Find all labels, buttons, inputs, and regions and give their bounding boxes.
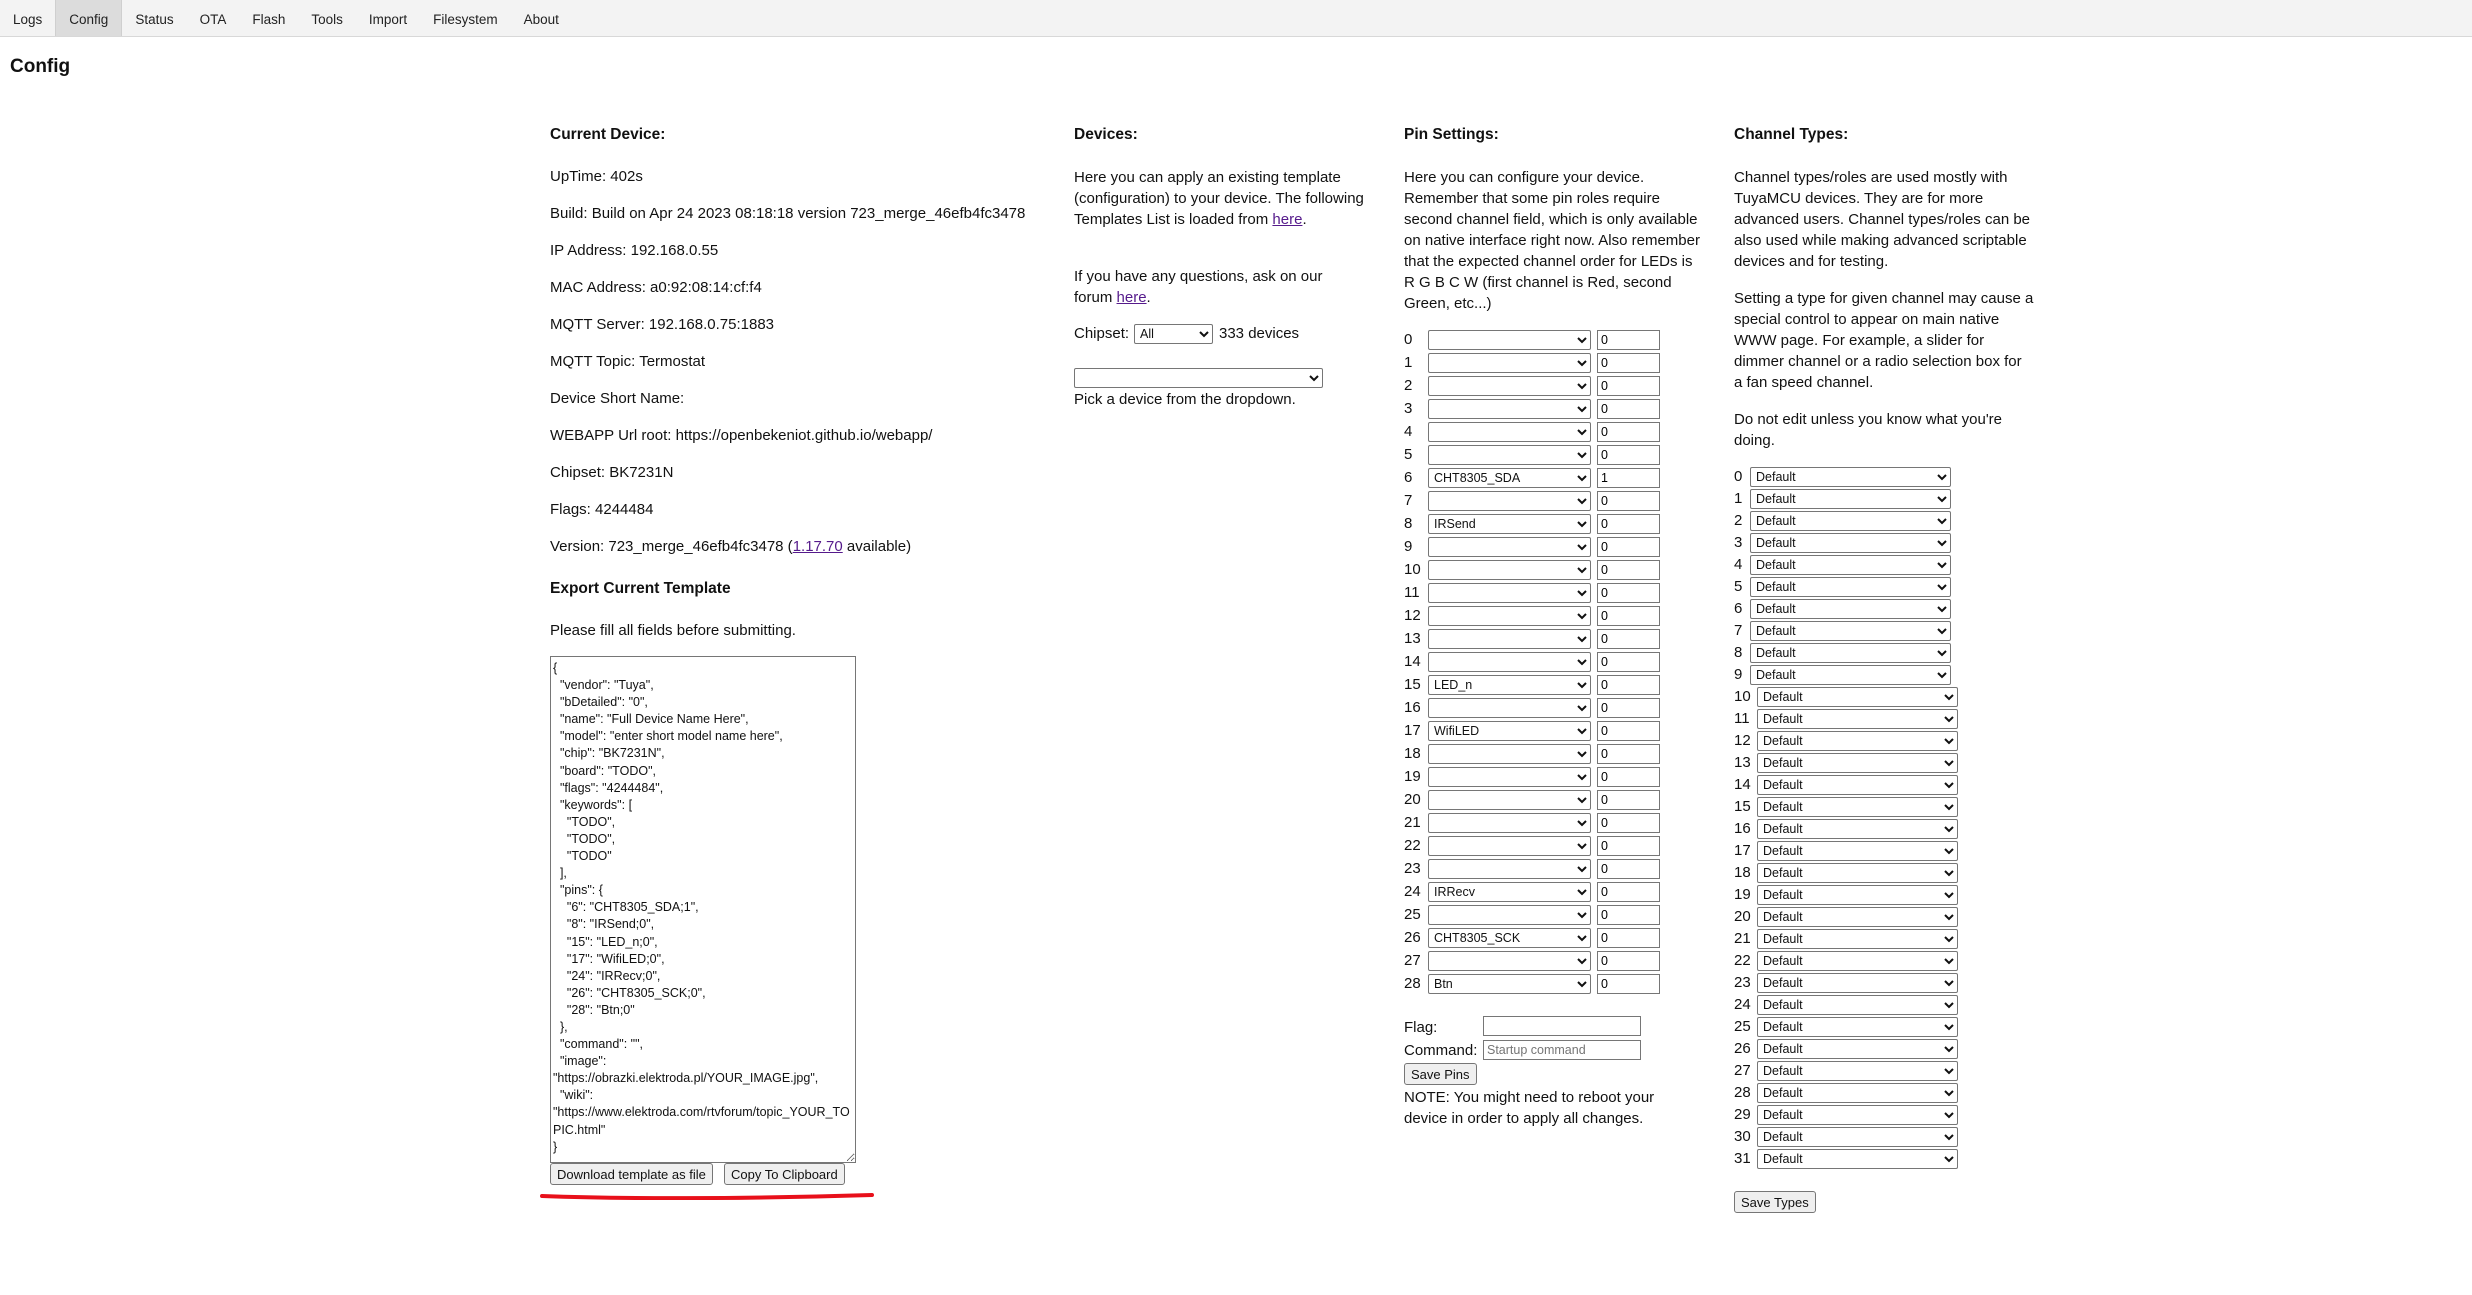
devices-heading: Devices: <box>1074 126 1138 143</box>
save-pins-button[interactable]: Save Pins <box>1404 1063 1477 1085</box>
pin-channel-input[interactable] <box>1597 767 1660 787</box>
pin-number-label: 3 <box>1404 400 1413 417</box>
version-suffix: available) <box>842 538 912 555</box>
pin-channel-input[interactable] <box>1597 445 1660 465</box>
ip-address-text: IP Address: 192.168.0.55 <box>550 242 719 259</box>
uptime-text: UpTime: 402s <box>550 168 643 185</box>
pin-role-select[interactable] <box>1428 744 1591 764</box>
pin-settings-heading: Pin Settings: <box>1404 126 1499 143</box>
channel-number-label: 28 <box>1734 1084 1751 1101</box>
pin-channel-input[interactable] <box>1597 951 1660 971</box>
questions-end: . <box>1146 289 1151 306</box>
channel-type-select[interactable] <box>1750 643 1951 663</box>
channel-type-select[interactable] <box>1750 555 1951 575</box>
channel-number-label: 9 <box>1734 666 1743 683</box>
pin-role-select[interactable] <box>1428 399 1591 419</box>
tab-filesystem[interactable]: Filesystem <box>433 12 498 27</box>
pin-number-label: 6 <box>1404 469 1413 486</box>
startup-command-input[interactable] <box>1483 1040 1641 1060</box>
pin-role-select[interactable] <box>1428 537 1591 557</box>
channel-type-select[interactable] <box>1750 533 1951 553</box>
channel-number-label: 13 <box>1734 754 1751 771</box>
channel-number-label: 16 <box>1734 820 1751 837</box>
channel-types-intro-1: Channel types/roles are used mostly with TuyaMCU devices. They are for more advanced users. Channel types/roles can be also used while making advanced scriptable devices and for testing. <box>1734 169 2031 270</box>
device-template-select[interactable] <box>1074 368 1323 388</box>
channel-type-select[interactable] <box>1757 1061 1958 1081</box>
pin-role-select[interactable] <box>1428 468 1591 488</box>
channel-type-select[interactable] <box>1757 775 1958 795</box>
tab-flash[interactable]: Flash <box>252 12 286 27</box>
channel-type-select[interactable] <box>1757 995 1958 1015</box>
copy-to-clipboard-button[interactable]: Copy To Clipboard <box>724 1163 845 1185</box>
pin-channel-input[interactable] <box>1597 353 1660 373</box>
webapp-url-text: WEBAPP Url root: https://openbekeniot.github.io/webapp/ <box>550 427 933 444</box>
channel-number-label: 11 <box>1734 710 1750 727</box>
channel-number-label: 19 <box>1734 886 1751 903</box>
chipset-filter-label: Chipset: <box>1074 325 1130 342</box>
pin-channel-input[interactable] <box>1597 882 1660 902</box>
pin-number-label: 13 <box>1404 630 1421 647</box>
pin-channel-input[interactable] <box>1597 468 1660 488</box>
channel-type-select[interactable] <box>1757 1105 1958 1125</box>
channel-type-select[interactable] <box>1757 1083 1958 1103</box>
download-template-button[interactable]: Download template as file <box>550 1163 713 1185</box>
pin-channel-input[interactable] <box>1597 928 1660 948</box>
pin-number-label: 19 <box>1404 768 1421 785</box>
pin-role-select[interactable] <box>1428 951 1591 971</box>
channel-number-label: 0 <box>1734 468 1743 485</box>
channel-number-label: 29 <box>1734 1106 1751 1123</box>
channel-number-label: 23 <box>1734 974 1751 991</box>
pin-role-select[interactable] <box>1428 583 1591 603</box>
pin-role-select[interactable] <box>1428 491 1591 511</box>
pick-device-hint: Pick a device from the dropdown. <box>1074 391 1296 408</box>
pin-channel-input[interactable] <box>1597 606 1660 626</box>
channel-type-select[interactable] <box>1757 1039 1958 1059</box>
pin-role-select[interactable] <box>1428 606 1591 626</box>
pin-role-select[interactable] <box>1428 767 1591 787</box>
pin-number-label: 25 <box>1404 906 1421 923</box>
pin-channel-input[interactable] <box>1597 399 1660 419</box>
pin-number-label: 18 <box>1404 745 1421 762</box>
channel-number-label: 5 <box>1734 578 1743 595</box>
pin-channel-input[interactable] <box>1597 859 1660 879</box>
channel-number-label: 20 <box>1734 908 1751 925</box>
channel-number-label: 7 <box>1734 622 1743 639</box>
pin-role-select[interactable] <box>1428 698 1591 718</box>
channel-number-label: 31 <box>1734 1150 1751 1167</box>
channel-type-select[interactable] <box>1750 577 1951 597</box>
channel-number-label: 22 <box>1734 952 1751 969</box>
channel-number-label: 2 <box>1734 512 1743 529</box>
pin-role-select[interactable] <box>1428 721 1591 741</box>
pin-channel-input[interactable] <box>1597 675 1660 695</box>
mac-address-text: MAC Address: a0:92:08:14:cf:f4 <box>550 279 762 296</box>
pin-role-select[interactable] <box>1428 905 1591 925</box>
pin-role-select[interactable] <box>1428 790 1591 810</box>
channel-types-intro-3: Do not edit unless you know what you're doing. <box>1734 411 2003 449</box>
pin-role-select[interactable] <box>1428 422 1591 442</box>
tab-import[interactable]: Import <box>368 12 408 27</box>
channel-number-label: 8 <box>1734 644 1743 661</box>
pin-number-label: 2 <box>1404 377 1413 394</box>
pin-role-select[interactable] <box>1428 859 1591 879</box>
pin-channel-input[interactable] <box>1597 491 1660 511</box>
templates-list-link[interactable]: here <box>1272 211 1303 228</box>
pin-channel-input[interactable] <box>1597 376 1660 396</box>
pin-channel-input[interactable] <box>1597 629 1660 649</box>
mqtt-topic-text: MQTT Topic: Termostat <box>550 353 706 370</box>
pin-number-label: 0 <box>1404 331 1413 348</box>
channel-number-label: 12 <box>1734 732 1751 749</box>
page-title: Config <box>10 56 71 77</box>
tab-status[interactable]: Status <box>135 12 174 27</box>
channel-type-select[interactable] <box>1757 1017 1958 1037</box>
tab-config[interactable]: Config <box>55 0 122 36</box>
pin-number-label: 12 <box>1404 607 1421 624</box>
current-device-heading: Current Device: <box>550 126 666 143</box>
pin-role-select[interactable] <box>1428 813 1591 833</box>
channel-type-select[interactable] <box>1757 731 1958 751</box>
channel-number-label: 3 <box>1734 534 1743 551</box>
pin-number-label: 7 <box>1404 492 1413 509</box>
channel-type-select[interactable] <box>1757 951 1958 971</box>
pin-channel-input[interactable] <box>1597 537 1660 557</box>
red-underline-annotation <box>540 1192 874 1200</box>
tab-tools[interactable]: Tools <box>311 12 343 27</box>
device-short-name-text: Device Short Name: <box>550 390 685 407</box>
pin-number-label: 21 <box>1404 814 1421 831</box>
pin-number-label: 16 <box>1404 699 1421 716</box>
pin-channel-input[interactable] <box>1597 652 1660 672</box>
channel-type-select[interactable] <box>1757 1149 1958 1169</box>
build-text: Build: Build on Apr 24 2023 08:18:18 version 723_merge_46efb4fc3478 <box>550 205 1026 222</box>
flag-input[interactable] <box>1483 1016 1641 1036</box>
pin-number-label: 15 <box>1404 676 1421 693</box>
top-nav <box>0 0 2472 37</box>
channel-type-select[interactable] <box>1750 511 1951 531</box>
pin-channel-input[interactable] <box>1597 514 1660 534</box>
channel-type-select[interactable] <box>1757 863 1958 883</box>
channel-type-select[interactable] <box>1757 753 1958 773</box>
channel-type-select[interactable] <box>1757 973 1958 993</box>
pin-number-label: 11 <box>1404 584 1420 601</box>
version-prefix: Version: 723_merge_46efb4fc3478 ( <box>550 538 793 555</box>
pin-settings-intro: Here you can configure your device. Remember that some pin roles require second channel field, which is only available on native interface right now. Also remember that the expected channel order for LEDs is R G B C W (first channel is Red, second Green, etc...) <box>1404 169 1700 312</box>
channel-number-label: 24 <box>1734 996 1751 1013</box>
pin-channel-input[interactable] <box>1597 905 1660 925</box>
tab-ota[interactable]: OTA <box>199 12 227 27</box>
devices-intro-text <box>1074 167 1364 230</box>
chipset-text: Chipset: BK7231N <box>550 464 674 481</box>
pin-role-select[interactable] <box>1428 330 1591 350</box>
command-label: Command: <box>1404 1042 1478 1059</box>
channel-type-select[interactable] <box>1757 885 1958 905</box>
channel-type-select[interactable] <box>1757 841 1958 861</box>
pin-role-select[interactable] <box>1428 675 1591 695</box>
channel-type-select[interactable] <box>1757 797 1958 817</box>
pin-role-select[interactable] <box>1428 353 1591 373</box>
devices-intro-end: . <box>1302 211 1307 228</box>
pin-channel-input[interactable] <box>1597 790 1660 810</box>
flag-label: Flag: <box>1404 1019 1438 1036</box>
channel-number-label: 21 <box>1734 930 1751 947</box>
pin-number-label: 17 <box>1404 722 1421 739</box>
pin-role-select[interactable] <box>1428 652 1591 672</box>
channel-number-label: 4 <box>1734 556 1743 573</box>
mqtt-server-text: MQTT Server: 192.168.0.75:1883 <box>550 316 775 333</box>
reboot-note: NOTE: You might need to reboot your device in order to apply all changes. <box>1404 1089 1655 1127</box>
channel-type-select[interactable] <box>1750 665 1951 685</box>
channel-number-label: 14 <box>1734 776 1751 793</box>
pin-role-select[interactable] <box>1428 836 1591 856</box>
pin-number-label: 9 <box>1404 538 1413 555</box>
pin-number-label: 8 <box>1404 515 1413 532</box>
pin-role-select[interactable] <box>1428 882 1591 902</box>
devices-questions-text <box>1074 266 1364 308</box>
pin-number-label: 1 <box>1404 354 1413 371</box>
channel-type-select[interactable] <box>1757 709 1958 729</box>
channel-number-label: 18 <box>1734 864 1751 881</box>
channel-number-label: 25 <box>1734 1018 1751 1035</box>
channel-number-label: 10 <box>1734 688 1751 705</box>
pin-number-label: 28 <box>1404 975 1421 992</box>
pin-role-select[interactable] <box>1428 376 1591 396</box>
save-types-button[interactable]: Save Types <box>1734 1191 1816 1213</box>
pin-role-select[interactable] <box>1428 514 1591 534</box>
channel-types-heading: Channel Types: <box>1734 126 1849 143</box>
channel-number-label: 17 <box>1734 842 1751 859</box>
channel-number-label: 6 <box>1734 600 1743 617</box>
pin-role-select[interactable] <box>1428 974 1591 994</box>
pin-number-label: 24 <box>1404 883 1421 900</box>
channel-type-select[interactable] <box>1750 599 1951 619</box>
export-template-heading: Export Current Template <box>550 580 731 597</box>
pin-number-label: 5 <box>1404 446 1413 463</box>
channel-number-label: 26 <box>1734 1040 1751 1057</box>
pin-channel-input[interactable] <box>1597 836 1660 856</box>
channel-number-label: 1 <box>1734 490 1743 507</box>
questions-text: If you have any questions, ask on our forum <box>1074 268 1323 306</box>
version-update-link[interactable]: 1.17.70 <box>792 538 843 555</box>
pin-number-label: 14 <box>1404 653 1421 670</box>
pin-number-label: 22 <box>1404 837 1421 854</box>
device-count-text: 333 devices <box>1219 325 1300 342</box>
chipset-filter-select[interactable] <box>1134 324 1213 344</box>
pin-channel-input[interactable] <box>1597 813 1660 833</box>
tab-about[interactable]: About <box>523 12 559 27</box>
forum-link[interactable]: here <box>1116 289 1147 306</box>
channel-type-select[interactable] <box>1757 1127 1958 1147</box>
pin-channel-input[interactable] <box>1597 422 1660 442</box>
pin-role-select[interactable] <box>1428 560 1591 580</box>
pin-channel-input[interactable] <box>1597 974 1660 994</box>
pin-number-label: 23 <box>1404 860 1421 877</box>
channel-type-select[interactable] <box>1757 929 1958 949</box>
pin-number-label: 20 <box>1404 791 1421 808</box>
pin-role-select[interactable] <box>1428 629 1591 649</box>
export-note-text: Please fill all fields before submitting. <box>550 622 796 639</box>
devices-intro: Here you can apply an existing template (configuration) to your device. The following Templates List is loaded from <box>1074 169 1364 228</box>
channel-type-select[interactable] <box>1750 621 1951 641</box>
pin-number-label: 10 <box>1404 561 1421 578</box>
pin-number-label: 27 <box>1404 952 1421 969</box>
pin-channel-input[interactable] <box>1597 721 1660 741</box>
channel-number-label: 15 <box>1734 798 1751 815</box>
tab-logs[interactable]: Logs <box>13 12 43 27</box>
channel-number-label: 27 <box>1734 1062 1751 1079</box>
channel-type-select[interactable] <box>1757 907 1958 927</box>
channel-type-select[interactable] <box>1757 819 1958 839</box>
pin-channel-input[interactable] <box>1597 698 1660 718</box>
channel-number-label: 30 <box>1734 1128 1751 1145</box>
pin-role-select[interactable] <box>1428 928 1591 948</box>
pin-channel-input[interactable] <box>1597 744 1660 764</box>
pin-role-select[interactable] <box>1428 445 1591 465</box>
pin-channel-input[interactable] <box>1597 330 1660 350</box>
pin-number-label: 4 <box>1404 423 1413 440</box>
version-text <box>550 538 911 555</box>
channel-type-select[interactable] <box>1750 467 1951 487</box>
channel-type-select[interactable] <box>1750 489 1951 509</box>
flags-text: Flags: 4244484 <box>550 501 654 518</box>
channel-types-intro-2: Setting a type for given channel may cause a special control to appear on main native WWW page. For example, a slider for dimmer channel or a radio selection box for a fan speed channel. <box>1734 290 2034 391</box>
pin-channel-input[interactable] <box>1597 583 1660 603</box>
pin-number-label: 26 <box>1404 929 1421 946</box>
channel-type-select[interactable] <box>1757 687 1958 707</box>
pin-channel-input[interactable] <box>1597 560 1660 580</box>
template-json-textarea[interactable] <box>550 656 856 1163</box>
